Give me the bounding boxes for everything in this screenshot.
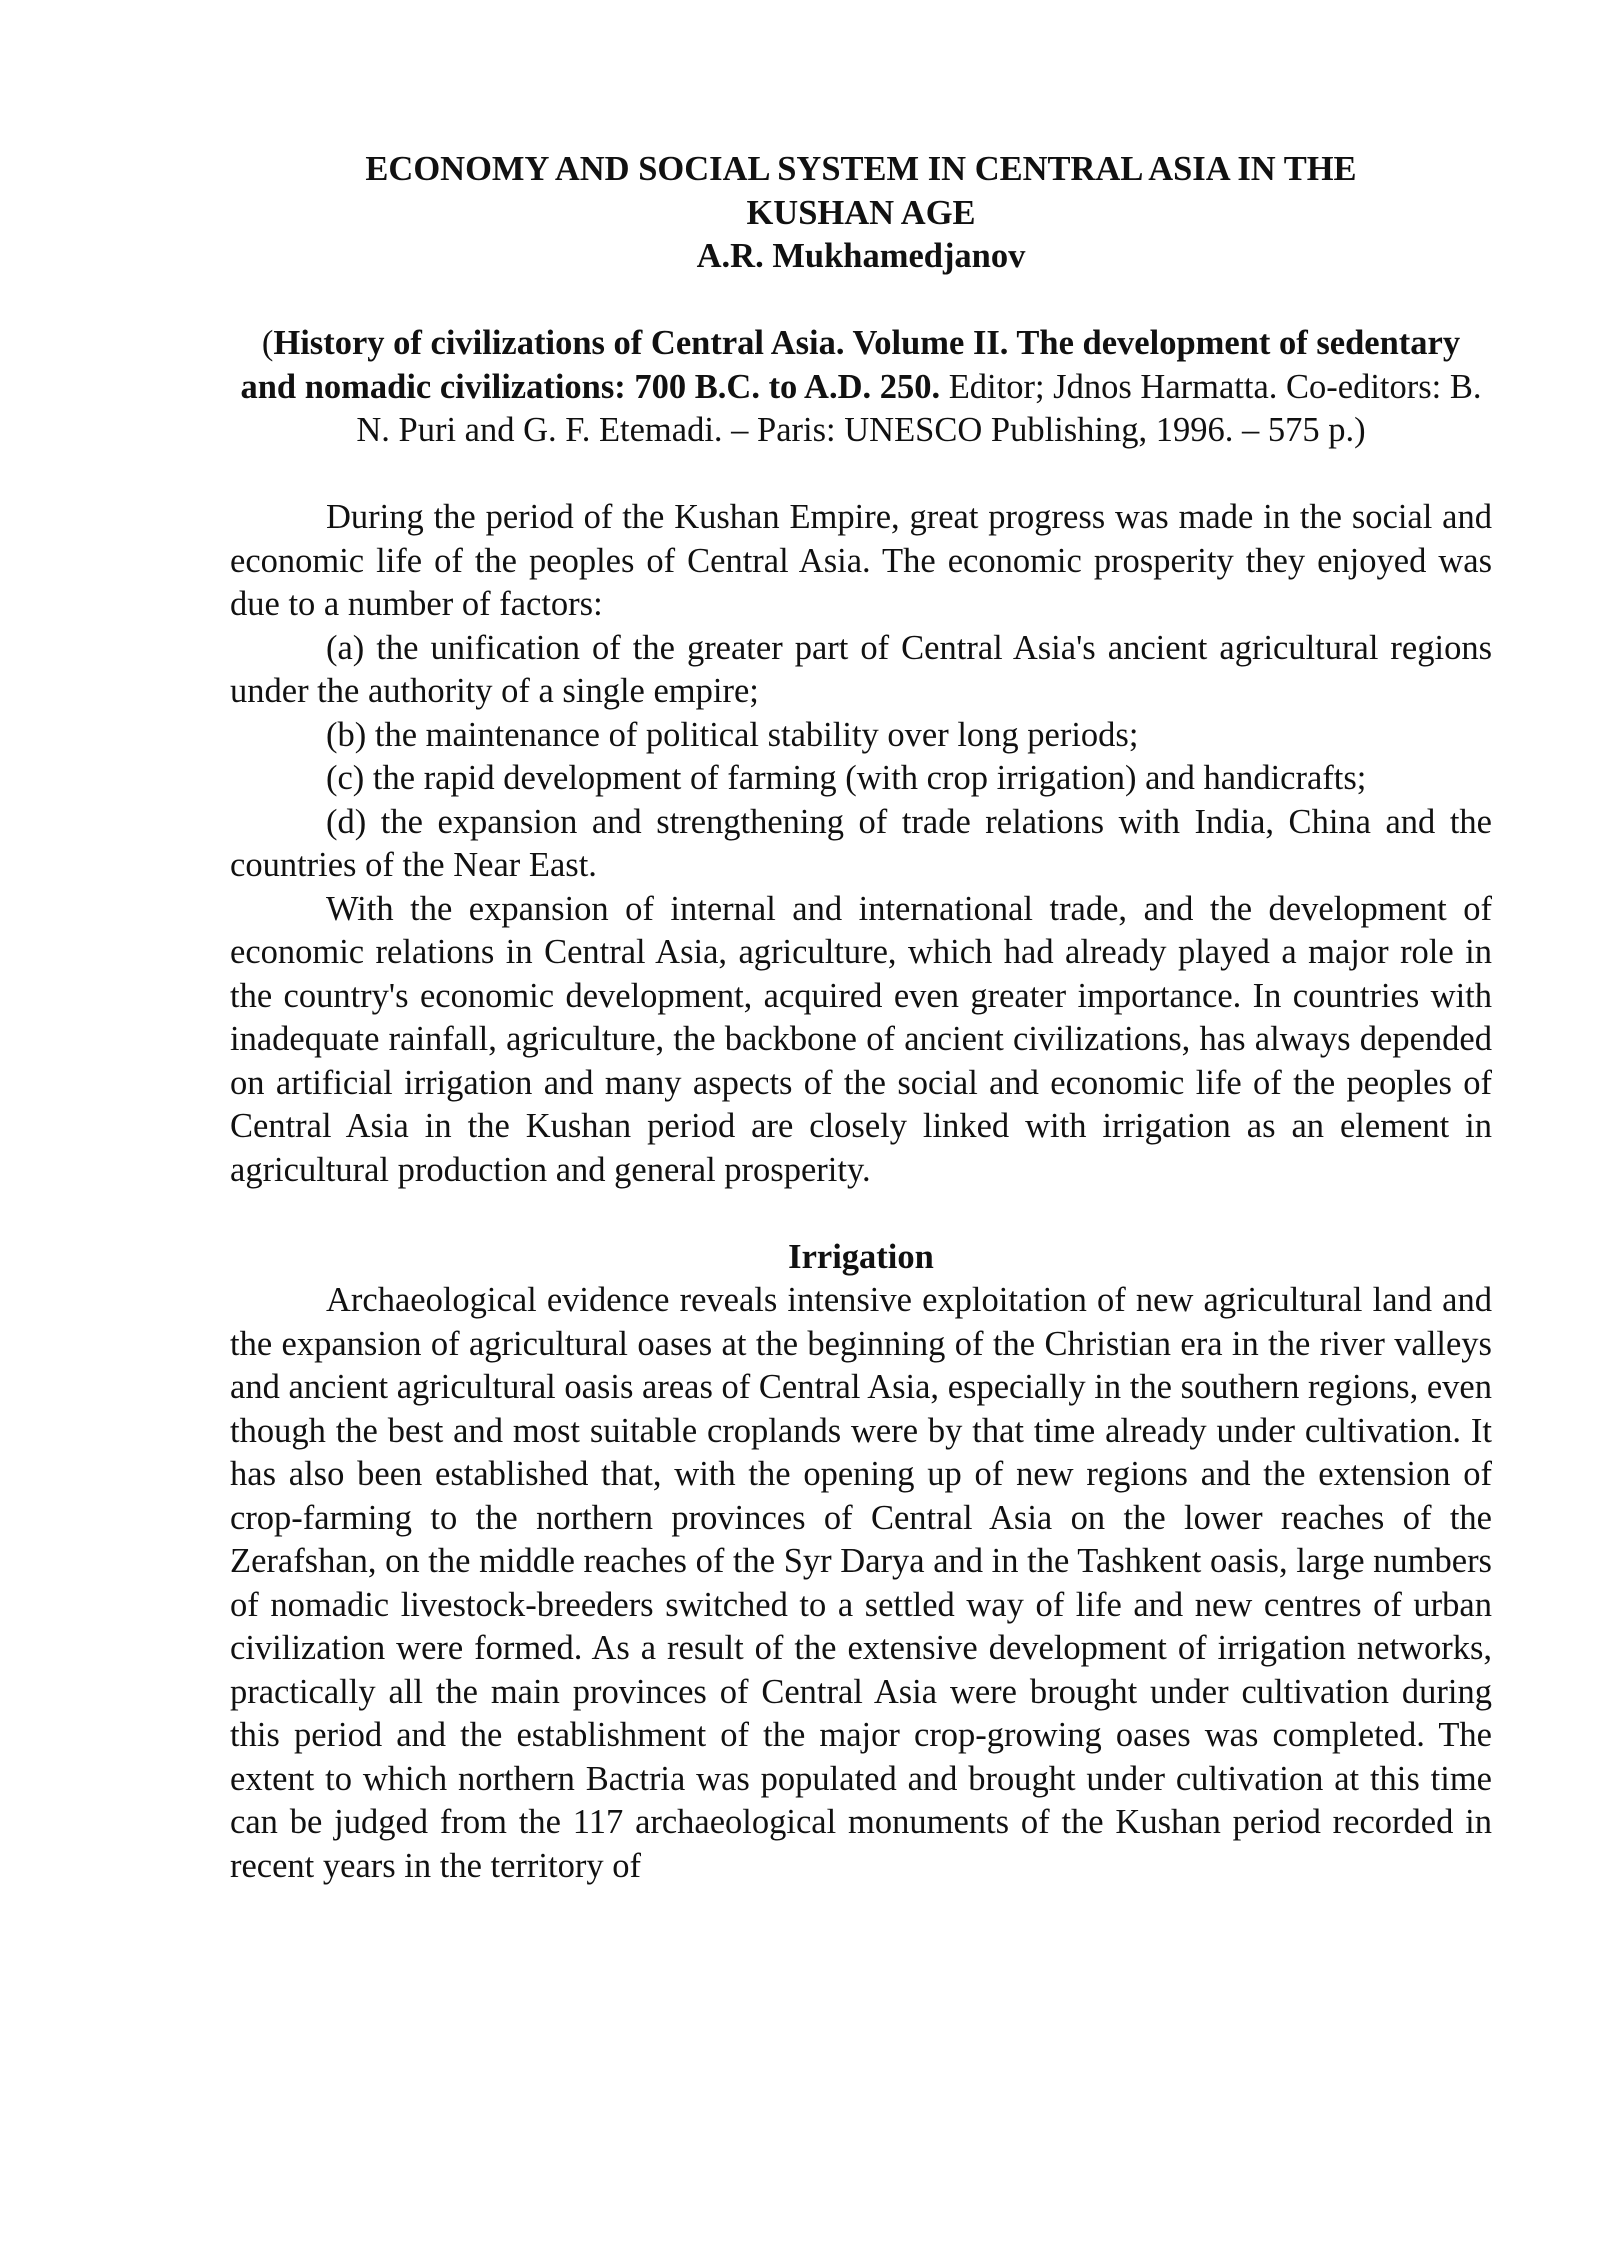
citation-open-paren: (	[261, 324, 274, 362]
citation-bold-title: History of civilizations of Central Asia. Volume II. The development of sedentary and nomadic civilizations: 700 B.C. to A.D. 250.	[240, 324, 1461, 406]
citation-publication-details: Editor; Jdnos Harmatta. Co-editors: B. N. Puri and G. F. Etemadi. – Paris: UNESCO Publishing, 1996. – 575 p.)	[356, 367, 1482, 449]
factor-item-c: (c) the rapid development of farming (with crop irrigation) and handicrafts;	[326, 759, 1367, 797]
intro-paragraph: During the period of the Kushan Empire, great progress was made in the social and economic life of the peoples of Central Asia. The economic prosperity they enjoyed was due to a number of factors:	[230, 498, 1492, 623]
factor-item-d: (d) the expansion and strengthening of trade relations with India, China and the countries of the Near East.	[230, 802, 1492, 884]
factor-item-a: (a) the unification of the greater part of Central Asia's ancient agricultural regions under the authority of a single empire;	[230, 628, 1492, 710]
section-heading-irrigation: Irrigation	[788, 1237, 934, 1276]
factor-item-b: (b) the maintenance of political stability over long periods;	[326, 715, 1139, 754]
author-name: A.R. Mukhamedjanov	[696, 237, 1026, 275]
irrigation-paragraph: Archaeological evidence reveals intensive exploitation of new agricultural land and the expansion of agricultural oases at the beginning of the Christian era in the river valleys and ancient agricultural oasis areas of Central Asia, especially in the southern regions, even though the best and most suitable croplands were by that time already under cultivation. It has also been established that, with the opening up of new regions and the extension of crop-farming to the northern provinces of Central Asia on the lower reaches of the Zerafshan, on the middle reaches of the Syr Darya and in the Tashkent oasis, large numbers of nomadic livestock-breeders switched to a settled way of life and new centres of urban civilization were formed. As a result of the extensive development of irrigation networks, practically all the main provinces of Central Asia were brought under cultivation during this period and the establishment of the major crop-growing oases was completed. The extent to which northern Bactria was populated and brought under cultivation at this time can be judged from the 117 archaeological monuments of the Kushan period recorded in recent years in the territory of	[230, 1281, 1492, 1885]
document-title-block	[230, 148, 1492, 279]
intro-paragraph-agriculture: With the expansion of internal and international trade, and the development of economic relations in Central Asia, agriculture, which had already played a major role in the country's economic development, acquired even greater importance. In countries with inadequate rainfall, agriculture, the backbone of ancient civilizations, has always depended on artificial irrigation and many aspects of the social and economic life of the peoples of Central Asia in the Kushan period are closely linked with irrigation as an element in agricultural production and general prosperity.	[230, 889, 1492, 1189]
intro-section	[230, 496, 1492, 1192]
source-citation	[230, 322, 1492, 453]
document-page	[230, 148, 1492, 1888]
title-line-2: KUSHAN AGE	[746, 193, 976, 232]
title-line-1: ECONOMY AND SOCIAL SYSTEM IN CENTRAL ASIA IN THE	[365, 150, 1357, 188]
